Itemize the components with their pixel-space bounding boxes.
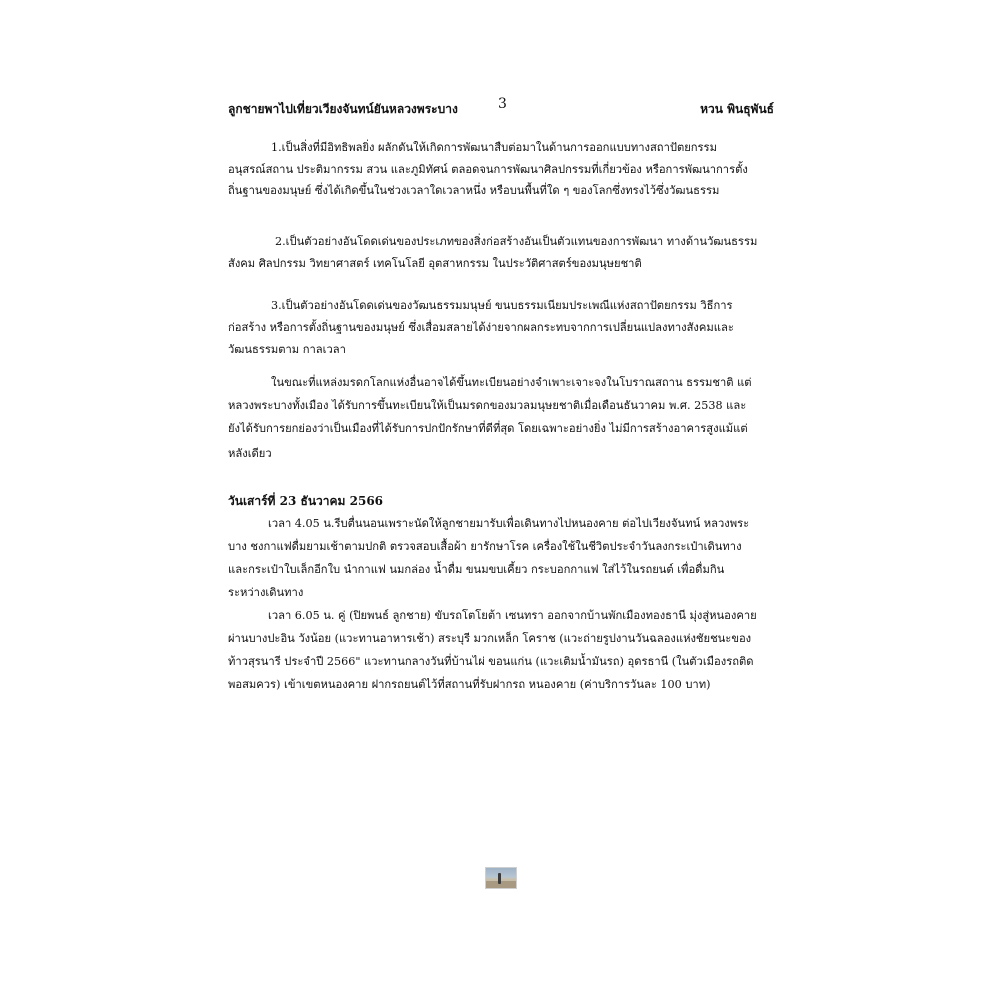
- paragraph-3-line-1: 3.เป็นตัวอย่างอันโดดเด่นของวัฒนธรรมมนุษย์ ขนบธรรมเนียมประเพณีแห่งสถาปัตยกรรม วิธีการ: [271, 299, 733, 312]
- paragraph-6-line-4: พอสมควร) เข้าเขตหนองคาย ฝากรถยนต์ไว้ที่สถานที่รับฝากรถ หนองคาย (ค่าบริการวันละ 100 บาท): [228, 678, 711, 691]
- date-heading: วันเสาร์ที่ 23 ธันวาคม 2566: [228, 494, 384, 508]
- page-number: 3: [498, 96, 507, 112]
- paragraph-5-line-4: ระหว่างเดินทาง: [228, 586, 304, 599]
- photo-thumbnail-icon[interactable]: [485, 867, 517, 889]
- paragraph-1-line-3: ถิ่นฐานของมนุษย์ ซึ่งได้เกิดขึ้นในช่วงเวลาใดเวลาหนึ่ง หรือบนพื้นที่ใด ๆ ของโลกซึ่งทรงไว้ซึ่งวัฒนธรรม: [228, 184, 720, 197]
- paragraph-4-line-3: ยังได้รับการยกย่องว่าเป็นเมืองที่ได้รับการปกปักรักษาที่ดีที่สุด โดยเฉพาะอย่างยิ่ง ไม่มีการสร้างอาคารสูงแม้แต่: [228, 422, 748, 435]
- paragraph-4-line-4: หลังเดียว: [228, 447, 272, 460]
- paragraph-4-line-1: ในขณะที่แหล่งมรดกโลกแห่งอื่นอาจได้ขึ้นทะเบียนอย่างจำเพาะเจาะจงในโบราณสถาน ธรรมชาติ แต่: [271, 376, 752, 389]
- header-author: หวน พินธุพันธ์: [700, 102, 774, 116]
- paragraph-6-line-2: ผ่านบางปะอิน วังน้อย (แวะทานอาหารเช้า) สระบุรี มวกเหล็ก โคราช (แวะถ่ายรูปงานวันฉลองแห่งชัยชนะของ: [228, 632, 752, 645]
- paragraph-2-line-1: 2.เป็นตัวอย่างอันโดดเด่นของประเภทของสิ่งก่อสร้างอันเป็นตัวแทนของการพัฒนา ทางด้านวัฒนธรรม: [275, 235, 758, 248]
- page-header: [228, 98, 774, 118]
- paragraph-6-line-1: เวลา 6.05 น. คู่ (ปิยพนธ์ ลูกชาย) ขับรถโตโยต้า เซนทรา ออกจากบ้านพักเมืองทองธานี มุ่งสู่หนองคาย: [268, 609, 757, 622]
- paragraph-1-line-1: 1.เป็นสิ่งที่มีอิทธิพลยิ่ง ผลักดันให้เกิดการพัฒนาสืบต่อมาในด้านการออกแบบทางสถาปัตยกรรม: [271, 141, 717, 154]
- paragraph-6-line-3: ท้าวสุรนารี ประจำปี 2566" แวะทานกลางวันที่บ้านไผ่ ขอนแก่น (แวะเติมน้ำมันรถ) อุดรธานี (ในตัวเมืองรถติด: [228, 655, 754, 668]
- thumbnail-ground: [486, 881, 516, 888]
- thumbnail-person: [498, 873, 501, 884]
- paragraph-5-line-3: และกระเป๋าใบเล็กอีกใบ นำกาแฟ นมกล่อง น้ำดื่ม ขนมขบเคี้ยว กระบอกกาแฟ ใส่ไว้ในรถยนต์ เพื่อดื่มกิน: [228, 563, 725, 576]
- paragraph-3-line-3: วัฒนธรรมตาม กาลเวลา: [228, 343, 346, 356]
- paragraph-3-line-2: ก่อสร้าง หรือการตั้งถิ่นฐานของมนุษย์ ซึ่งเสื่อมสลายได้ง่ายจากผลกระทบจากการเปลี่ยนแปลงทางสังคมและ: [228, 321, 734, 334]
- paragraph-5-line-2: บาง ชงกาแฟดื่มยามเช้าตามปกติ ตรวจสอบเสื้อผ้า ยารักษาโรค เครื่องใช้ในชีวิตประจำวันลงกระเป๋าเดินทาง: [228, 540, 742, 553]
- paragraph-5-line-1: เวลา 4.05 น.รีบตื่นนอนเพราะนัดให้ลูกชายมารับเพื่อเดินทางไปหนองคาย ต่อไปเวียงจันทน์ หลวงพระ: [268, 517, 750, 530]
- paragraph-2-line-2: สังคม ศิลปกรรม วิทยาศาสตร์ เทคโนโลยี อุตสาหกรรม ในประวัติศาสตร์ของมนุษยชาติ: [228, 257, 642, 270]
- paragraph-1-line-2: อนุสรณ์สถาน ประติมากรรม สวน และภูมิทัศน์ ตลอดจนการพัฒนาศิลปกรรมที่เกี่ยวข้อง หรือการพัฒนาการตั้ง: [228, 163, 748, 176]
- header-title: ลูกชายพาไปเที่ยวเวียงจันทน์ยันหลวงพระบาง: [228, 102, 458, 116]
- paragraph-4-line-2: หลวงพระบางทั้งเมือง ได้รับการขึ้นทะเบียนให้เป็นมรดกของมวลมนุษยชาติเมื่อเดือนธันวาคม พ.ศ. 2538 และ: [228, 399, 747, 412]
